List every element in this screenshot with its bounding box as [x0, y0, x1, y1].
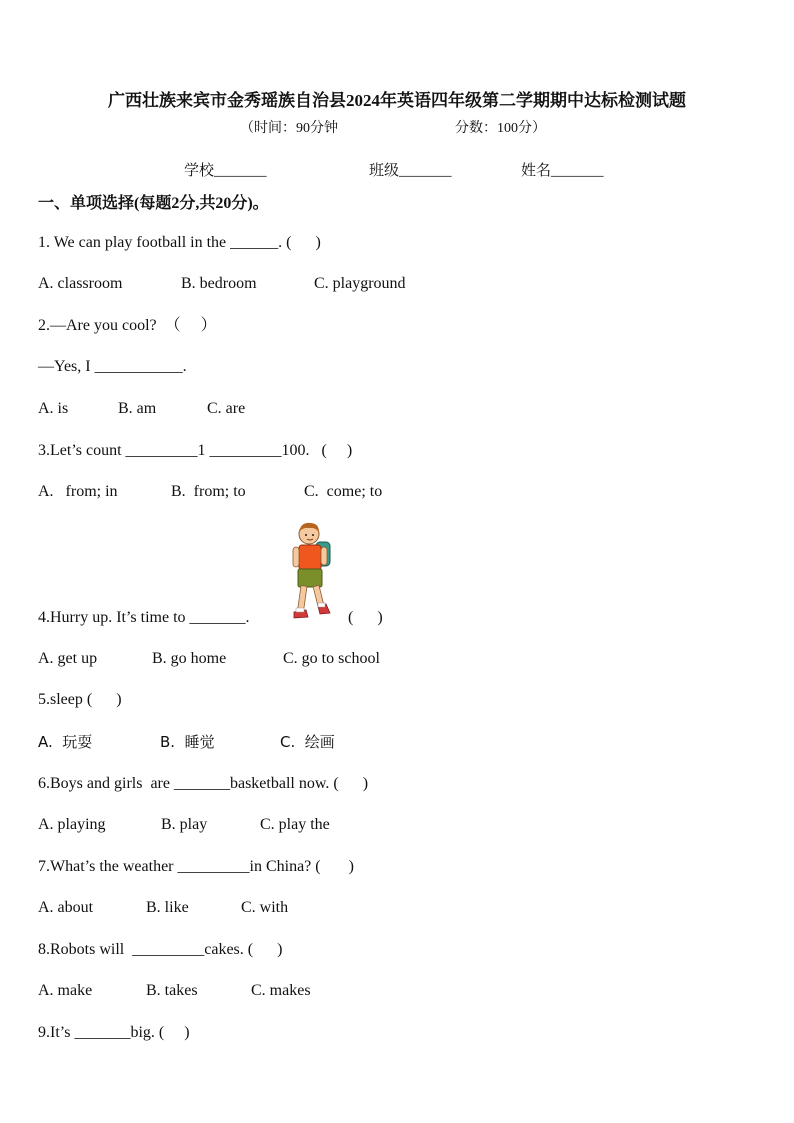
q3-option-b: B. from; to: [171, 483, 246, 500]
question-4: 4.Hurry up. It’s time to _______.: [38, 609, 250, 626]
question-3: 3.Let’s count _________1 _________100. ( ): [38, 442, 353, 459]
page-title: 广西壮族来宾市金秀瑶族自治县2024年英语四年级第二学期期中达标检测试题: [108, 91, 686, 110]
q4-option-b: B. go home: [152, 650, 227, 667]
question-2: 2.—Are you cool? （ ）: [38, 317, 217, 334]
q3-option-a: A. from; in: [38, 483, 118, 500]
q2-option-c: C. are: [207, 400, 246, 417]
section-heading: 一、单项选择(每题2分,共20分)。: [38, 195, 269, 212]
name-field: 姓名_______: [521, 163, 604, 179]
school-field: 学校_______: [184, 163, 267, 179]
question-9: 9.It’s _______big. ( ): [38, 1024, 190, 1041]
q5-option-b: B. 睡觉: [160, 733, 215, 751]
q8-option-a: A. make: [38, 982, 93, 999]
q5-option-a: A. 玩耍: [38, 733, 93, 751]
q7-option-c: C. with: [241, 899, 289, 916]
q1-option-c: C. playground: [314, 275, 406, 292]
class-field: 班级_______: [369, 163, 452, 179]
boy-with-backpack-illustration: [282, 520, 338, 624]
q6-option-b: B. play: [161, 816, 208, 833]
exam-time: （时间：90分钟: [240, 121, 338, 136]
q2-option-a: A. is: [38, 400, 69, 417]
q3-option-c: C. come; to: [304, 483, 383, 500]
q1-option-b: B. bedroom: [181, 275, 257, 292]
question-5: 5.sleep ( ): [38, 691, 122, 708]
q7-option-b: B. like: [146, 899, 189, 916]
q6-option-a: A. playing: [38, 816, 106, 833]
question-8: 8.Robots will _________cakes. ( ): [38, 941, 283, 958]
q2-option-b: B. am: [118, 400, 157, 417]
q1-option-a: A. classroom: [38, 275, 123, 292]
exam-score: 分数：100分）: [455, 121, 546, 136]
q7-option-a: A. about: [38, 899, 94, 916]
question-1: 1. We can play football in the ______. ( ): [38, 234, 321, 251]
question-6: 6.Boys and girls are _______basketball now. ( ): [38, 775, 369, 792]
question-4-answer-paren: ( ): [348, 609, 383, 626]
question-7: 7.What’s the weather _________in China? ( ): [38, 858, 354, 875]
q4-option-a: A. get up: [38, 650, 98, 667]
question-2-answer-line: —Yes, I ___________.: [38, 358, 187, 375]
q8-option-c: C. makes: [251, 982, 311, 999]
q8-option-b: B. takes: [146, 982, 198, 999]
q6-option-c: C. play the: [260, 816, 330, 833]
q4-option-c: C. go to school: [283, 650, 380, 667]
q5-option-c: C. 绘画: [280, 733, 335, 751]
